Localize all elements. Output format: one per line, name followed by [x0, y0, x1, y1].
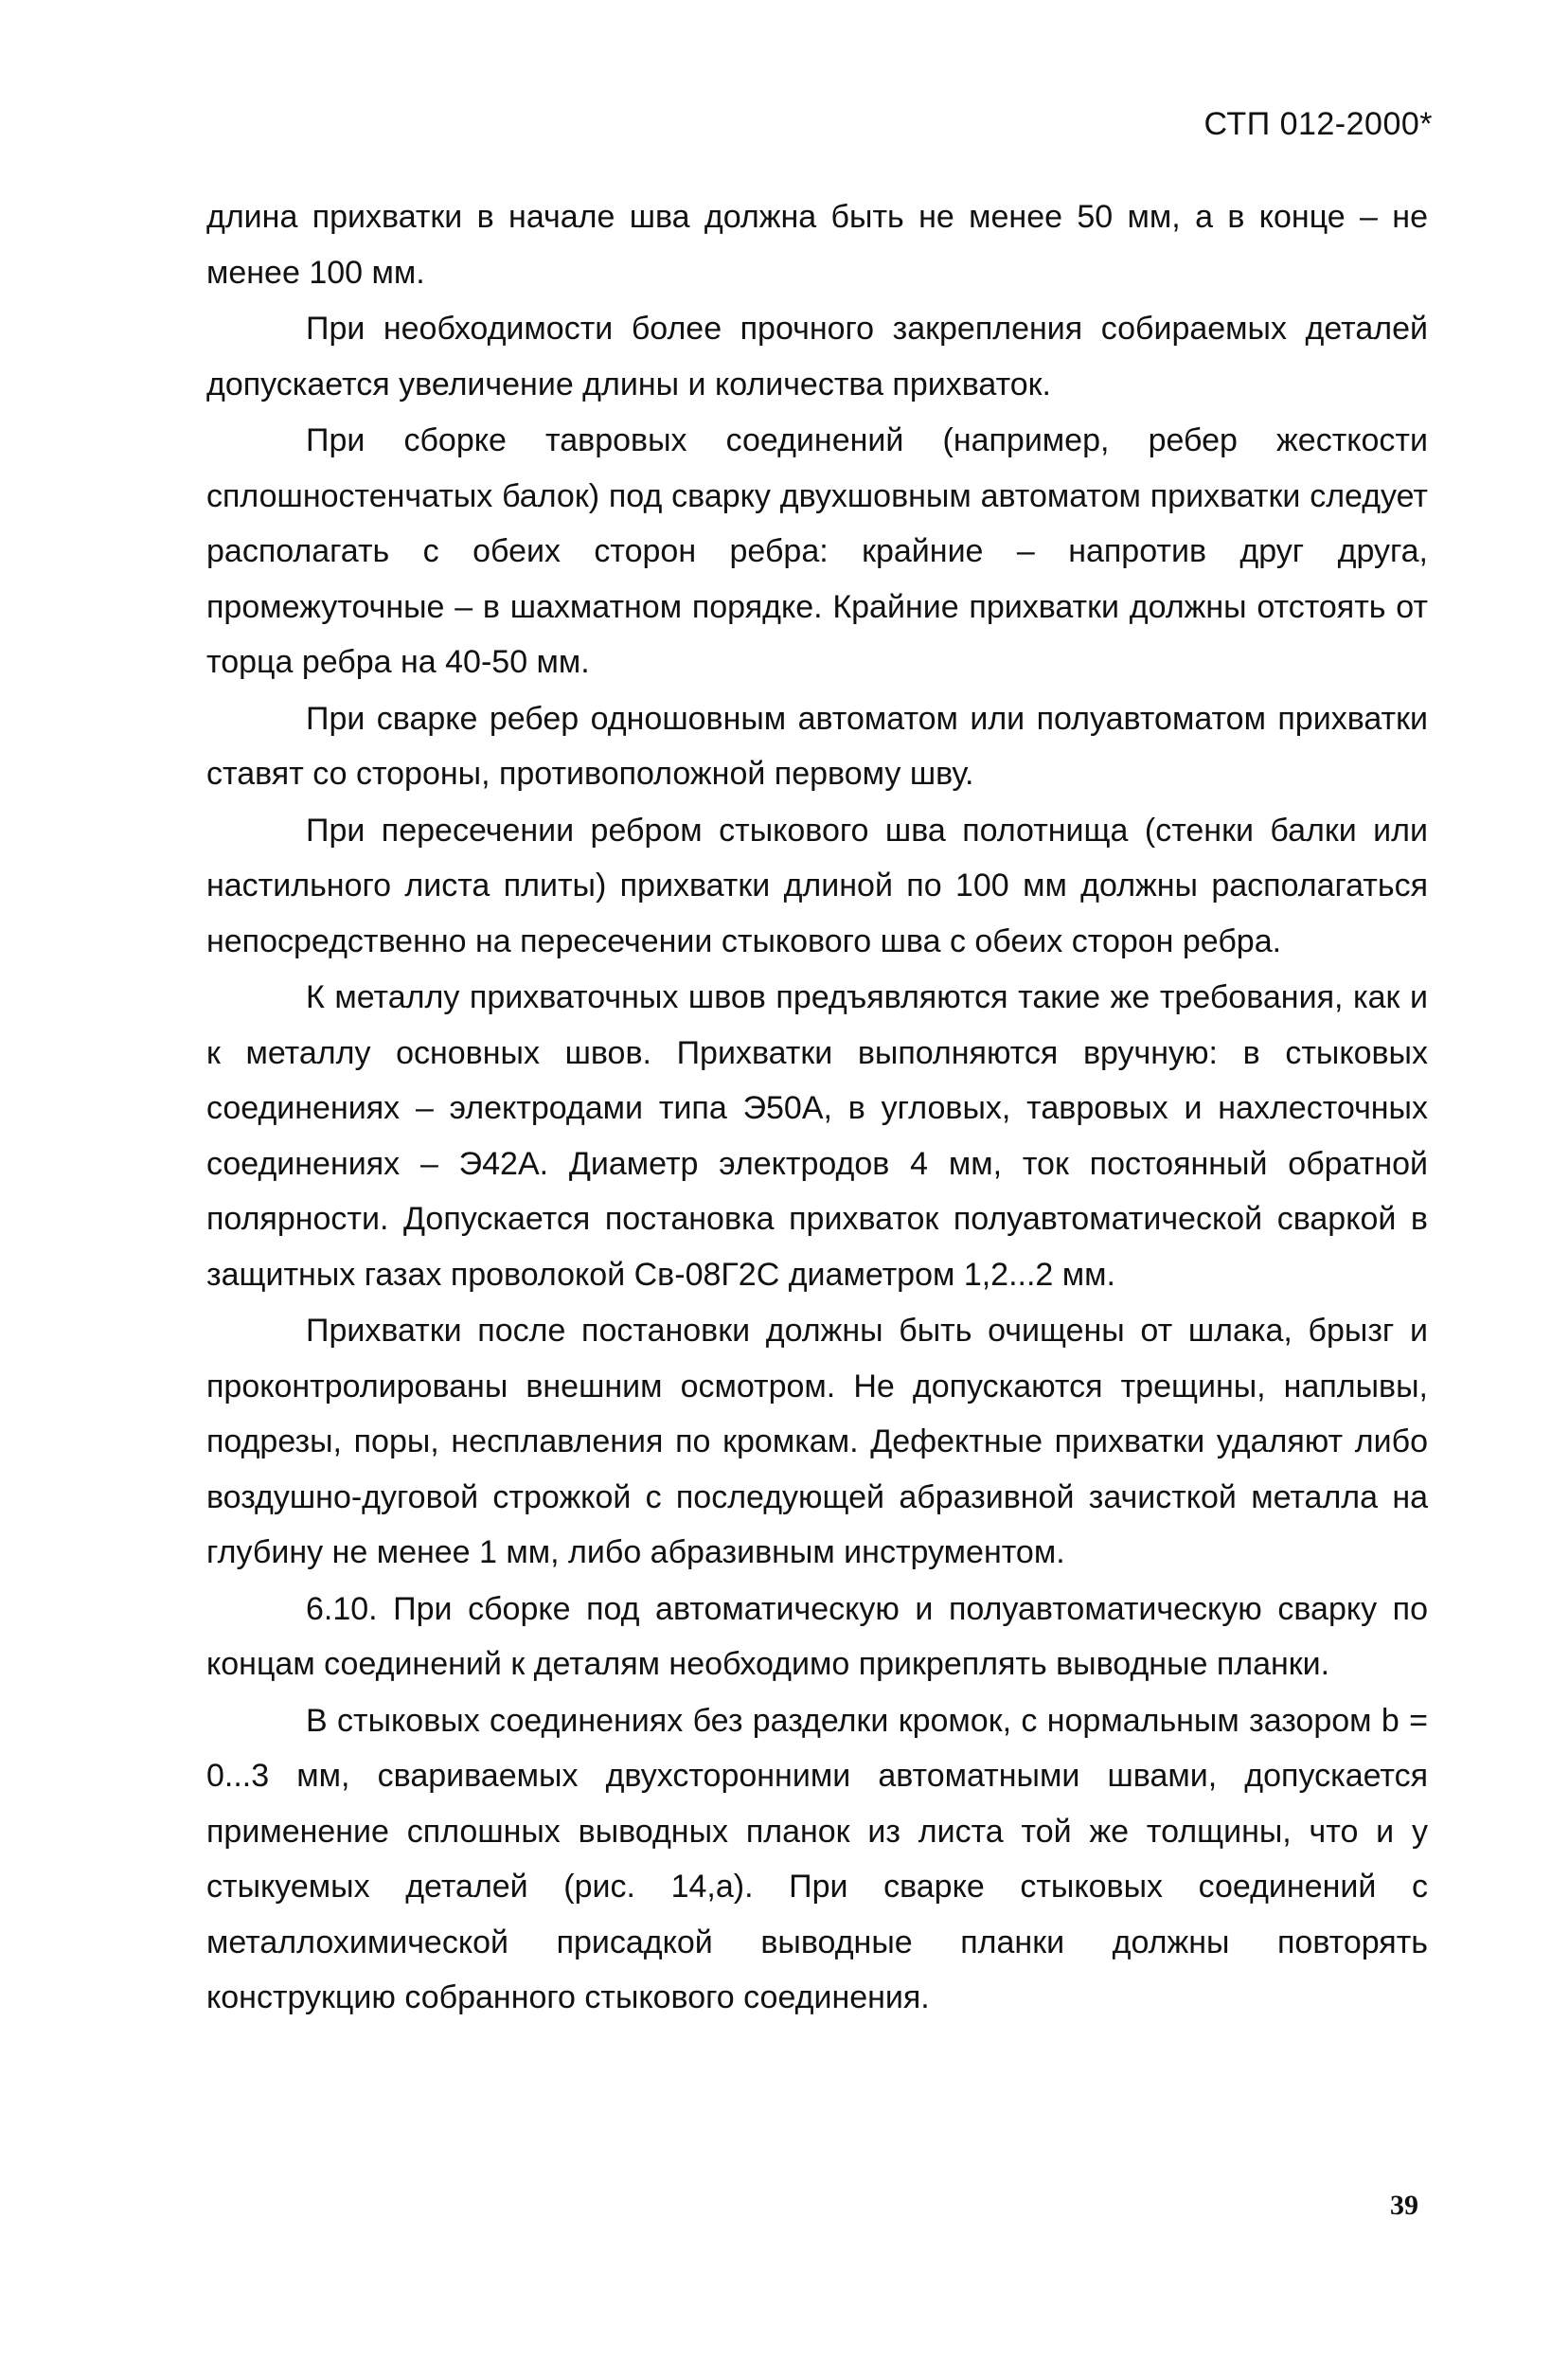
- page-number: 39: [1390, 2190, 1418, 2221]
- paragraph: Прихватки после постановки должны быть очищены от шлака, брызг и проконтролированы внешним осмотром. Не допускаются трещины, наплывы, подрезы, поры, несплавления по кромкам. Дефектные прихватки удаляют либо воздушно-дуговой строжкой с последующей абразивной зачисткой металла на глубину не менее 1 мм, либо абразивным инструментом.: [206, 1313, 1428, 1570]
- paragraph: длина прихватки в начале шва должна быть не менее 50 мм, а в конце – не менее 100 мм.: [206, 199, 1428, 291]
- paragraph: При сборке тавровых соединений (например, ребер жесткости сплошностенчатых балок) под сварку двухшовным автоматом прихватки следует располагать с обеих сторон ребра: крайние – напротив друг друга, промежуточные – в шахматном порядке. Крайние прихватки должны отстоять от торца ребра на 40-50 мм.: [206, 422, 1428, 680]
- paragraph: При необходимости более прочного закрепления собираемых деталей допускается увеличение длины и количества прихваток.: [206, 311, 1428, 403]
- paragraph: При пересечении ребром стыкового шва полотнища (стенки балки или настильного листа плиты) прихватки длиной по 100 мм должны располагаться непосредственно на пересечении стыкового шва с обеих сторон ребра.: [206, 812, 1428, 959]
- body-text: [206, 189, 1428, 2027]
- paragraph: В стыковых соединениях без разделки кромок, с нормальным зазором b = 0...3 мм, свариваемых двухсторонними автоматными швами, допускается применение сплошных выводных планок из листа той же толщины, что и у стыкуемых деталей (рис. 14,а). При сварке стыковых соединений с металлохимической присадкой выводные планки должны повторять конструкцию собранного стыкового соединения.: [206, 1702, 1428, 2015]
- document-code: СТП 012-2000*: [1203, 106, 1433, 142]
- section-paragraph: 6.10. При сборке под автоматическую и полуавтоматическую сварку по концам соединений к деталям необходимо прикреплять выводные планки.: [206, 1590, 1428, 1682]
- paragraph: К металлу прихваточных швов предъявляются такие же требования, как и к металлу основных швов. Прихватки выполняются вручную: в стыковых соединениях – электродами типа Э50А, в угловых, тавровых и нахлесточных соединениях – Э42А. Диаметр электродов 4 мм, ток постоянный обратной полярности. Допускается постановка прихваток полуавтоматической сваркой в защитных газах проволокой Св-08Г2С диаметром 1,2...2 мм.: [206, 979, 1428, 1293]
- paragraph: При сварке ребер одношовным автоматом или полуавтоматом прихватки ставят со стороны, противоположной первому шву.: [206, 700, 1428, 792]
